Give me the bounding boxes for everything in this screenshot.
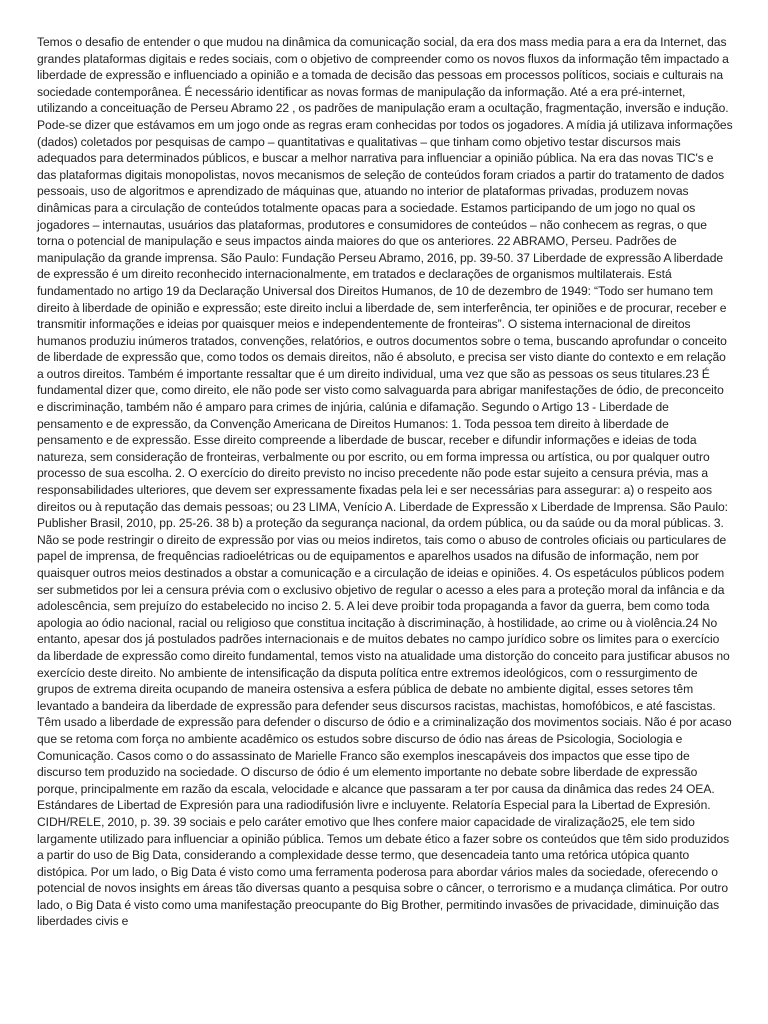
document-page [37, 34, 733, 930]
body-text: Temos o desafio de entender o que mudou na dinâmica da comunicação social, da era dos mass media para a era da Internet, das grandes plataformas digitais e redes sociais, com o objetivo de compreender como os novos fluxos da informação têm impactado a liberdade de expressão e influenciado a opinião e a tomada de decisão das pessoas em processos políticos, sociais e culturais na sociedade contemporânea. É necessário identificar as novas formas de manipulação da informação. Até a era pré-internet, utilizando a conceituação de Perseu Abramo 22 , os padrões de manipulação eram a ocultação, fragmentação, inversão e indução. Pode-se dizer que estávamos em um jogo onde as regras eram conhecidas por todos os jogadores. A mídia já utilizava informações (dados) coletados por pesquisas de campo – quantitativas e qualitativas – que tinham como objetivo testar discursos mais adequados para determinados públicos, e buscar a melhor narrativa para influenciar a opinião pública. Na era das novas TIC's e das plataformas digitais monopolistas, novos mecanismos de seleção de conteúdos foram criados a partir do tratamento de dados pessoais, uso de algoritmos e aprendizado de máquinas que, atuando no interior de plataformas privadas, produzem novas dinâmicas para a circulação de conteúdos totalmente opacas para a sociedade. Estamos participando de um jogo no qual os jogadores – internautas, usuários das plataformas, produtores e consumidores de conteúdos – não conhecem as regras, o que torna o potencial de manipulação e seus impactos ainda maiores do que os anteriores. 22 ABRAMO, Perseu. Padrões de manipulação da grande imprensa. São Paulo: Fundação Perseu Abramo, 2016, pp. 39-50. 37 Liberdade de expressão A liberdade de expressão é um direito reconhecido internacionalmente, em tratados e declarações de organismos multilaterais. Está fundamentado no artigo 19 da Declaração Universal dos Direitos Humanos, de 10 de dezembro de 1949: “Todo ser humano tem direito à liberdade de opinião e expressão; este direito inclui a liberdade de, sem interferência, ter opiniões e de procurar, receber e transmitir informações e ideias por quaisquer meios e independentemente de fronteiras”. O sistema internacional de direitos humanos produziu inúmeros tratados, convenções, relatórios, e outros documentos sobre o tema, buscando aprofundar o conceito de liberdade de expressão que, como todos os demais direitos, não é absoluto, e precisa ser visto diante do contexto e em relação a outros direitos. Também é importante ressaltar que é um direito individual, uma vez que são as pessoas os seus titulares.23 É fundamental dizer que, como direito, ele não pode ser visto como salvaguarda para abrigar manifestações de ódio, de preconceito e discriminação, também não é amparo para crimes de injúria, calúnia e difamação. Segundo o Artigo 13 - Liberdade de pensamento e de expressão, da Convenção Americana de Direitos Humanos: 1. Toda pessoa tem direito à liberdade de pensamento e de expressão. Esse direito compreende a liberdade de buscar, receber e difundir informações e ideias de toda natureza, sem consideração de fronteiras, verbalmente ou por escrito, ou em forma impressa ou artística, ou por qualquer outro processo de sua escolha. 2. O exercício do direito previsto no inciso precedente não pode estar sujeito a censura prévia, mas a responsabilidades ulteriores, que devem ser expressamente fixadas pela lei e ser necessárias para assegurar: a) o respeito aos direitos ou à reputação das demais pessoas; ou 23 LIMA, Venício A. Liberdade de Expressão x Liberdade de Imprensa. São Paulo: Publisher Brasil, 2010, pp. 25-26. 38 b) a proteção da segurança nacional, da ordem pública, ou da saúde ou da moral públicas. 3. Não se pode restringir o direito de expressão por vias ou meios indiretos, tais como o abuso de controles oficiais ou particulares de papel de imprensa, de frequências radioelétricas ou de equipamentos e aparelhos usados na difusão de informação, nem por quaisquer outros meios destinados a obstar a comunicação e a circulação de ideias e opiniões. 4. Os espetáculos públicos podem ser submetidos por lei a censura prévia com o exclusivo objetivo de regular o acesso a eles para a proteção moral da infância e da adolescência, sem prejuízo do estabelecido no inciso 2. 5. A lei deve proibir toda propaganda a favor da guerra, bem como toda apologia ao ódio nacional, racial ou religioso que constitua incitação à discriminação, à hostilidade, ao crime ou à violência.24 No entanto, apesar dos já postulados padrões internacionais e de muitos debates no campo jurídico sobre os limites para o exercício da liberdade de expressão como direito fundamental, temos visto na atualidade uma distorção do conceito para justificar abusos no exercício deste direito. No ambiente de intensificação da disputa política entre extremos ideológicos, com o ressurgimento de grupos de extrema direita ocupando de maneira ostensiva a esfera pública de debate no ambiente digital, esses setores têm levantado a bandeira da liberdade de expressão para defender seus discursos racistas, machistas, homofóbicos, e até fascistas. Têm usado a liberdade de expressão para defender o discurso de ódio e a criminalização dos movimentos sociais. Não é por acaso que se retoma com força no ambiente acadêmico os estudos sobre discurso de ódio nas áreas de Psicologia, Sociologia e Comunicação. Casos como o do assassinato de Marielle Franco são exemplos inescapáveis dos impactos que esse tipo de discurso tem produzido na sociedade. O discurso de ódio é um elemento importante no debate sobre liberdade de expressão porque, principalmente em razão da escala, velocidade e alcance que passaram a ter por causa da dinâmica das redes 24 OEA. Estándares de Libertad de Expresión para una radiodifusión livre e incluyente. Relatoría Especial para la Libertad de Expresión. CIDH/RELE, 2010, p. 39. 39 sociais e pelo caráter emotivo que lhes confere maior capacidade de viralização25, ele tem sido largamente utilizado para influenciar a opinião pública. Temos um debate ético a fazer sobre os conteúdos que têm sido produzidos a partir do uso de Big Data, considerando a complexidade desse termo, que desencadeia tanto uma retórica utópica quanto distópica. Por um lado, o Big Data é visto como uma ferramenta poderosa para abordar vários males da sociedade, oferecendo o potencial de novos insights em áreas tão diversas quanto a pesquisa sobre o câncer, o terrorismo e a mudança climática. Por outro lado, o Big Data é visto como uma manifestação preocupante do Big Brother, permitindo invasões de privacidade, diminuição das liberdades civis e [37, 35, 733, 929]
